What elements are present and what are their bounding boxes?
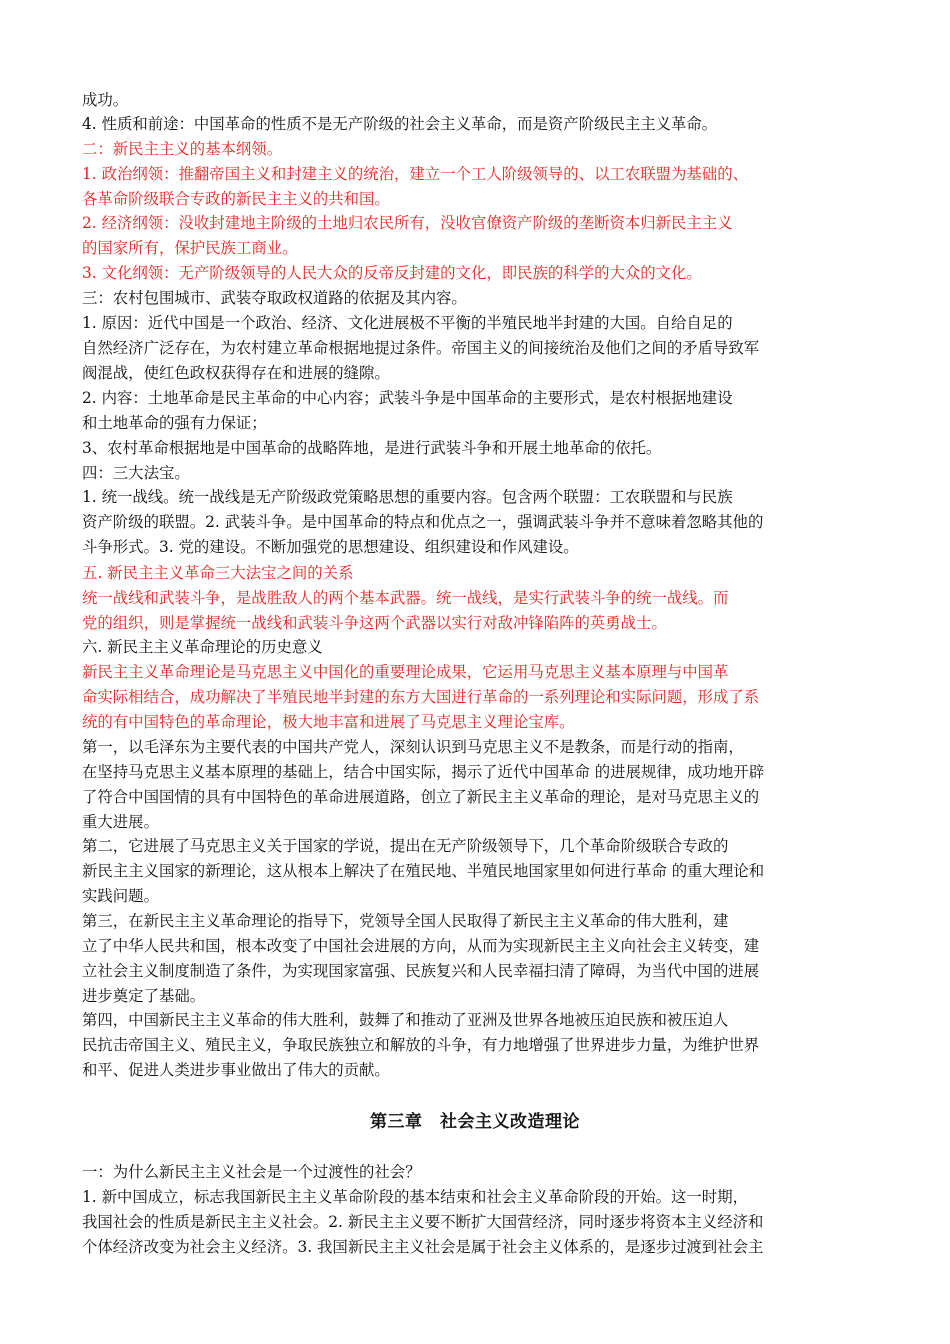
- text-line: 3. 文化纲领：无产阶级领导的人民大众的反帝反封建的文化，即民族的科学的大众的文化。: [82, 264, 702, 282]
- text-line: 阀混战，使红色政权获得存在和进展的缝隙。: [82, 364, 390, 382]
- text-line: 五. 新民主主义革命三大法宝之间的关系: [82, 564, 354, 582]
- text-paragraph: [82, 735, 868, 835]
- text-paragraph: [82, 311, 868, 386]
- section-heading: [82, 286, 868, 311]
- text-paragraph: [82, 660, 868, 735]
- text-line: 进步奠定了基础。: [82, 987, 206, 1005]
- text-line: 统的有中国特色的革命理论，极大地丰富和进展了马克思主义理论宝库。: [82, 713, 575, 731]
- text-paragraph: [82, 485, 868, 560]
- section-heading: [82, 461, 868, 486]
- text-line: 六. 新民主主义革命理论的历史意义: [82, 638, 323, 656]
- text-line: 第一，以毛泽东为主要代表的中国共产党人，深刻认识到马克思主义不是教条，而是行动的指南，: [82, 738, 744, 756]
- text-paragraph: [82, 211, 868, 261]
- text-line: 4. 性质和前途：中国革命的性质不是无产阶级的社会主义革命，而是资产阶级民主主义革命。: [82, 115, 718, 133]
- text-line: 3、农村革命根据地是中国革命的战略阵地，是进行武装斗争和开展土地革命的依托。: [82, 439, 662, 457]
- text-line: 新民主主义国家的新理论，这从根本上解决了在殖民地、半殖民地国家里如何进行革命 的重大理论和: [82, 862, 765, 880]
- text-paragraph: [82, 88, 868, 113]
- text-paragraph: [82, 436, 868, 461]
- text-line: 立了中华人民共和国，根本改变了中国社会进展的方向，从而为实现新民主主义向社会主义转变，建: [82, 937, 760, 955]
- text-line: 三：农村包围城市、武装夺取政权道路的依据及其内容。: [82, 289, 467, 307]
- text-line: 新民主主义革命理论是马克思主义中国化的重要理论成果，它运用马克思主义基本原理与中国革: [82, 663, 729, 681]
- text-line: 在坚持马克思主义基本原理的基础上，结合中国实际，揭示了近代中国革命 的进展规律，成功地开辟: [82, 763, 765, 781]
- text-line: 各革命阶级联合专政的新民主主义的共和国。: [82, 190, 390, 208]
- chapter-title: 第三章 社会主义改造理论: [370, 1112, 580, 1132]
- text-line: 我国社会的性质是新民主主义社会。2. 新民主主义要不断扩大国营经济，同时逐步将资本主义经济和: [82, 1213, 764, 1231]
- text-line: 斗争形式。3. 党的建设。不断加强党的思想建设、组织建设和作风建设。: [82, 538, 579, 556]
- section-heading: [82, 635, 868, 660]
- text-paragraph: [82, 834, 868, 909]
- text-paragraph: [82, 162, 868, 212]
- text-paragraph: [82, 586, 868, 636]
- text-line: 1. 统一战线。统一战线是无产阶级政党策略思想的重要内容。包含两个联盟：工农联盟和与民族: [82, 488, 733, 506]
- text-line: 1. 政治纲领：推翻帝国主义和封建主义的统治，建立一个工人阶级领导的、以工农联盟为基础的、: [82, 165, 748, 183]
- text-line: 立社会主义制度制造了条件，为实现国家富强、民族复兴和人民幸福扫清了障碍，为当代中国的进展: [82, 962, 760, 980]
- text-line: 一：为什么新民主主义社会是一个过渡性的社会？: [82, 1163, 421, 1181]
- text-line: 2. 经济纲领：没收封建地主阶级的土地归农民所有，没收官僚资产阶级的垄断资本归新民主主义: [82, 214, 733, 232]
- text-line: 了符合中国国情的具有中国特色的革命进展道路，创立了新民主主义革命的理论，是对马克思主义的: [82, 788, 760, 806]
- text-line: 2. 内容：土地革命是民主革命的中心内容；武装斗争是中国革命的主要形式，是农村根据地建设: [82, 389, 733, 407]
- text-paragraph: [82, 261, 868, 286]
- text-line: 资产阶级的联盟。2. 武装斗争。是中国革命的特点和优点之一，强调武装斗争并不意味着忽略其他的: [82, 513, 764, 531]
- text-line: 命实际相结合，成功解决了半殖民地半封建的东方大国进行革命的一系列理论和实际问题，形成了系: [82, 688, 760, 706]
- text-line: 成功。: [82, 91, 129, 109]
- section-heading: [82, 1160, 868, 1185]
- section-heading: [82, 137, 868, 162]
- text-paragraph: [82, 386, 868, 436]
- text-line: 党的组织，则是掌握统一战线和武装斗争这两个武器以实行对敌冲锋陷阵的英勇战士。: [82, 614, 667, 632]
- text-line: 重大进展。: [82, 813, 159, 831]
- text-line: 1. 原因：近代中国是一个政治、经济、文化进展极不平衡的半殖民地半封建的大国。自给自足的: [82, 314, 733, 332]
- text-line: 第二，它进展了马克思主义关于国家的学说，提出在无产阶级领导下，几个革命阶级联合专政的: [82, 837, 729, 855]
- section-heading: [82, 561, 868, 586]
- text-line: 统一战线和武装斗争，是战胜敌人的两个基本武器。统一战线，是实行武装斗争的统一战线。而: [82, 589, 729, 607]
- text-line: 的国家所有，保护民族工商业。: [82, 239, 298, 257]
- text-paragraph: [82, 1185, 868, 1260]
- text-paragraph: [82, 909, 868, 1009]
- text-line: 民抗击帝国主义、殖民主义，争取民族独立和解放的斗争，有力地增强了世界进步力量，为维护世界: [82, 1036, 760, 1054]
- text-line: 个体经济改变为社会主义经济。3. 我国新民主主义社会是属于社会主义体系的，是逐步过渡到社会主: [82, 1238, 764, 1256]
- text-line: 和土地革命的强有力保证；: [82, 414, 267, 432]
- text-line: 第三，在新民主主义革命理论的指导下，党领导全国人民取得了新民主主义革命的伟大胜利，建: [82, 912, 729, 930]
- text-line: 自然经济广泛存在，为农村建立革命根据地提过条件。帝国主义的间接统治及他们之间的矛盾导致军: [82, 339, 760, 357]
- text-line: 1. 新中国成立，标志我国新民主主义革命阶段的基本结束和社会主义革命阶段的开始。这一时期，: [82, 1188, 748, 1206]
- text-line: 实践问题。: [82, 887, 159, 905]
- text-line: 第四，中国新民主主义革命的伟大胜利，鼓舞了和推动了亚洲及世界各地被压迫民族和被压迫人: [82, 1011, 729, 1029]
- text-paragraph: [82, 1008, 868, 1083]
- text-line: 二：新民主主义的基本纲领。: [82, 140, 283, 158]
- text-line: 四：三大法宝。: [82, 464, 190, 482]
- text-paragraph: [82, 112, 868, 137]
- text-line: 和平、促进人类进步事业做出了伟大的贡献。: [82, 1061, 390, 1079]
